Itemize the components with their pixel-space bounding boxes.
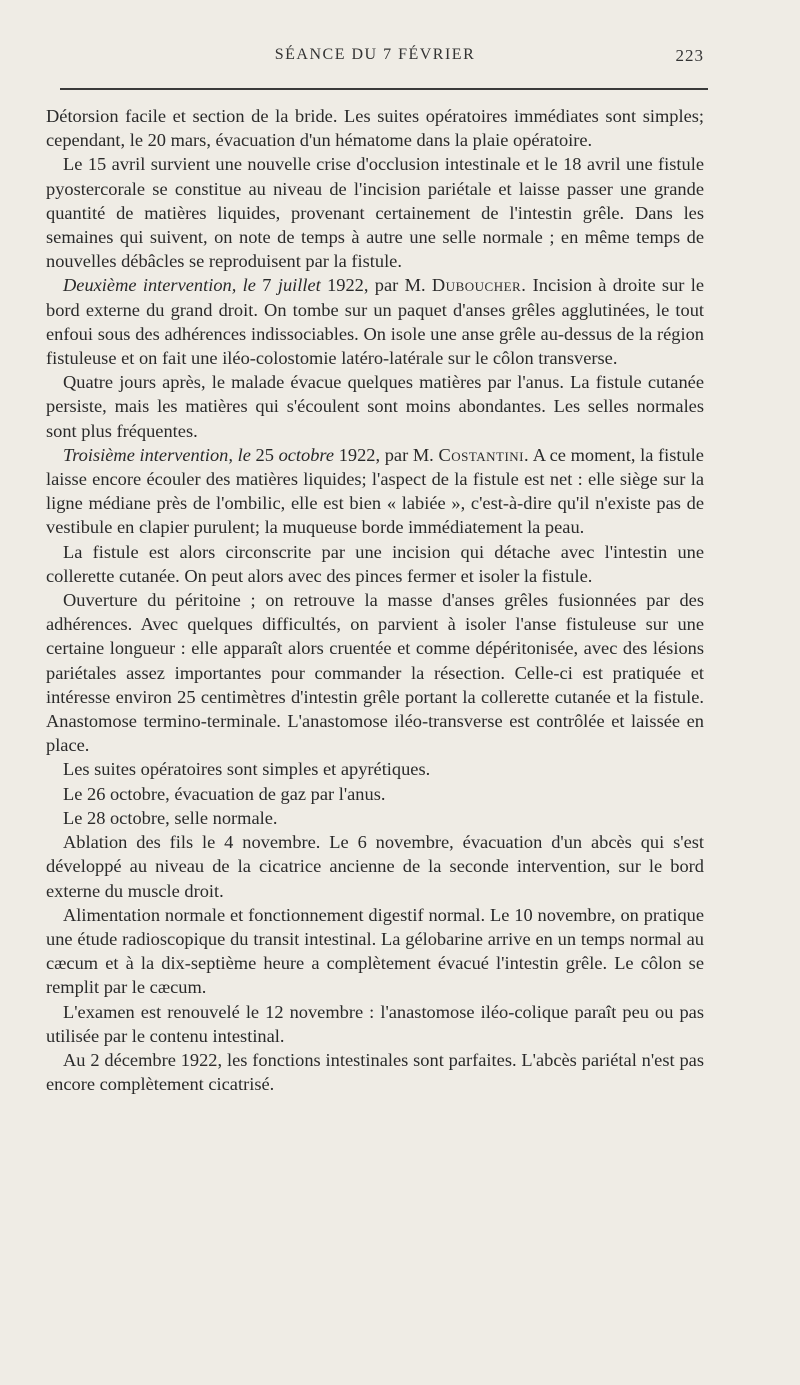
paragraph-13: L'examen est renouvelé le 12 novembre : l'anastomose iléo-colique paraît peu ou pas utilisée par le contenu intestinal. [46, 1001, 704, 1046]
running-title: SÉANCE DU 7 FÉVRIER [274, 46, 476, 63]
paragraph-10: Le 28 octobre, selle normale. [63, 807, 278, 828]
paragraph-5: Troisième intervention, le 25 octobre 1922, par M. Costantini. A ce moment, la fistule laisse encore écouler des matières liquides; l'aspect de la fistule est net : elle siège sur la ligne médiane près de l'ombilic, elle est bien « labiée », c'est-à-dire qu'il n'existe pas de vestibule en clapier purulent; la muqueuse borde immédiatement la peau. [46, 444, 704, 538]
paragraph-7: Ouverture du péritoine ; on retrouve la masse d'anses grêles fusionnées par des adhérences. Avec quelques difficultés, on parvient à isoler l'anse fistuleuse sur une certaine longueur : elle apparaît alors cruentée et comme dépéritonisée, avec des lésions pariétales assez importantes pour commander la résection. Celle-ci est pratiquée et intéresse environ 25 centimètres d'intestin grêle portant la collerette cutanée et la fistule. Anastomose termino-terminale. L'anastomose iléo-transverse est contrôlée et laissée en place. [46, 590, 704, 756]
paragraph-4: Quatre jours après, le malade évacue quelques matières par l'anus. La fistule cutanée persiste, mais les matières qui s'écoulent sont moins abondantes. Les selles normales sont plus fréquentes. [46, 372, 704, 441]
paragraph-14: Au 2 décembre 1922, les fonctions intestinales sont parfaites. L'abcès pariétal n'est pas encore complètement cicatrisé. [46, 1049, 704, 1095]
paragraph-8: Les suites opératoires sont simples et apyrétiques. [63, 759, 431, 780]
paragraph-6: La fistule est alors circonscrite par une incision qui détache avec l'intestin une collerette cutanée. On peut alors avec des pinces fermer et isoler la fistule. [46, 541, 704, 586]
surgeon-name: Duboucher. [431, 275, 527, 296]
paragraph-9: Le 26 octobre, évacuation de gaz par l'anus. [63, 783, 386, 804]
paragraph-12: Alimentation normale et fonctionnement digestif normal. Le 10 novembre, on pratique une étude radioscopique du transit intestinal. La gélobarine arrive en un temps normal au cæcum et à la dix-septième heure a complètement évacué l'intestin grêle. Le côlon se remplit par le cæcum. [46, 904, 704, 998]
surgeon-name: Costantini. [438, 444, 530, 465]
section-heading-third-intervention: Troisième intervention, [63, 444, 233, 465]
page-header [46, 46, 704, 72]
paragraph-1: Détorsion facile et section de la bride. Les suites opératoires immédiates sont simples; cependant, le 20 mars, évacuation d'un hématome dans la plaie opératoire. [46, 106, 704, 151]
paragraph-3: Deuxième intervention, le 7 juillet 1922, par M. Duboucher. Incision à droite sur le bord externe du grand droit. On tombe sur un paquet d'anses grêles agglutinées, le tout enfoui sous des adhérences indissociables. On isole une anse grêle au-dessus de la région fistuleuse et on fait une iléo-colostomie latéro-latérale sur le côlon transverse. [46, 275, 705, 369]
header-rule [60, 88, 708, 90]
paragraph-2: Le 15 avril survient une nouvelle crise d'occlusion intestinale et le 18 avril une fistule pyostercorale se constitue au niveau de l'incision pariétale et laisse passer une grande quantité de matières liquides, provenant certainement de l'intestin grêle. Dans les semaines qui suivent, on note de temps à autre une selle normale ; en même temps de nouvelles débâcles se reproduisent par la fistule. [46, 154, 704, 272]
page-number: 223 [675, 46, 704, 65]
section-heading-second-intervention: Deuxième intervention, [63, 275, 237, 296]
body-text [46, 104, 704, 1096]
paragraph-11: Ablation des fils le 4 novembre. Le 6 novembre, évacuation d'un abcès qui s'est développé au niveau de la cicatrice ancienne de la seconde intervention, sur le bord externe du muscle droit. [46, 832, 704, 901]
